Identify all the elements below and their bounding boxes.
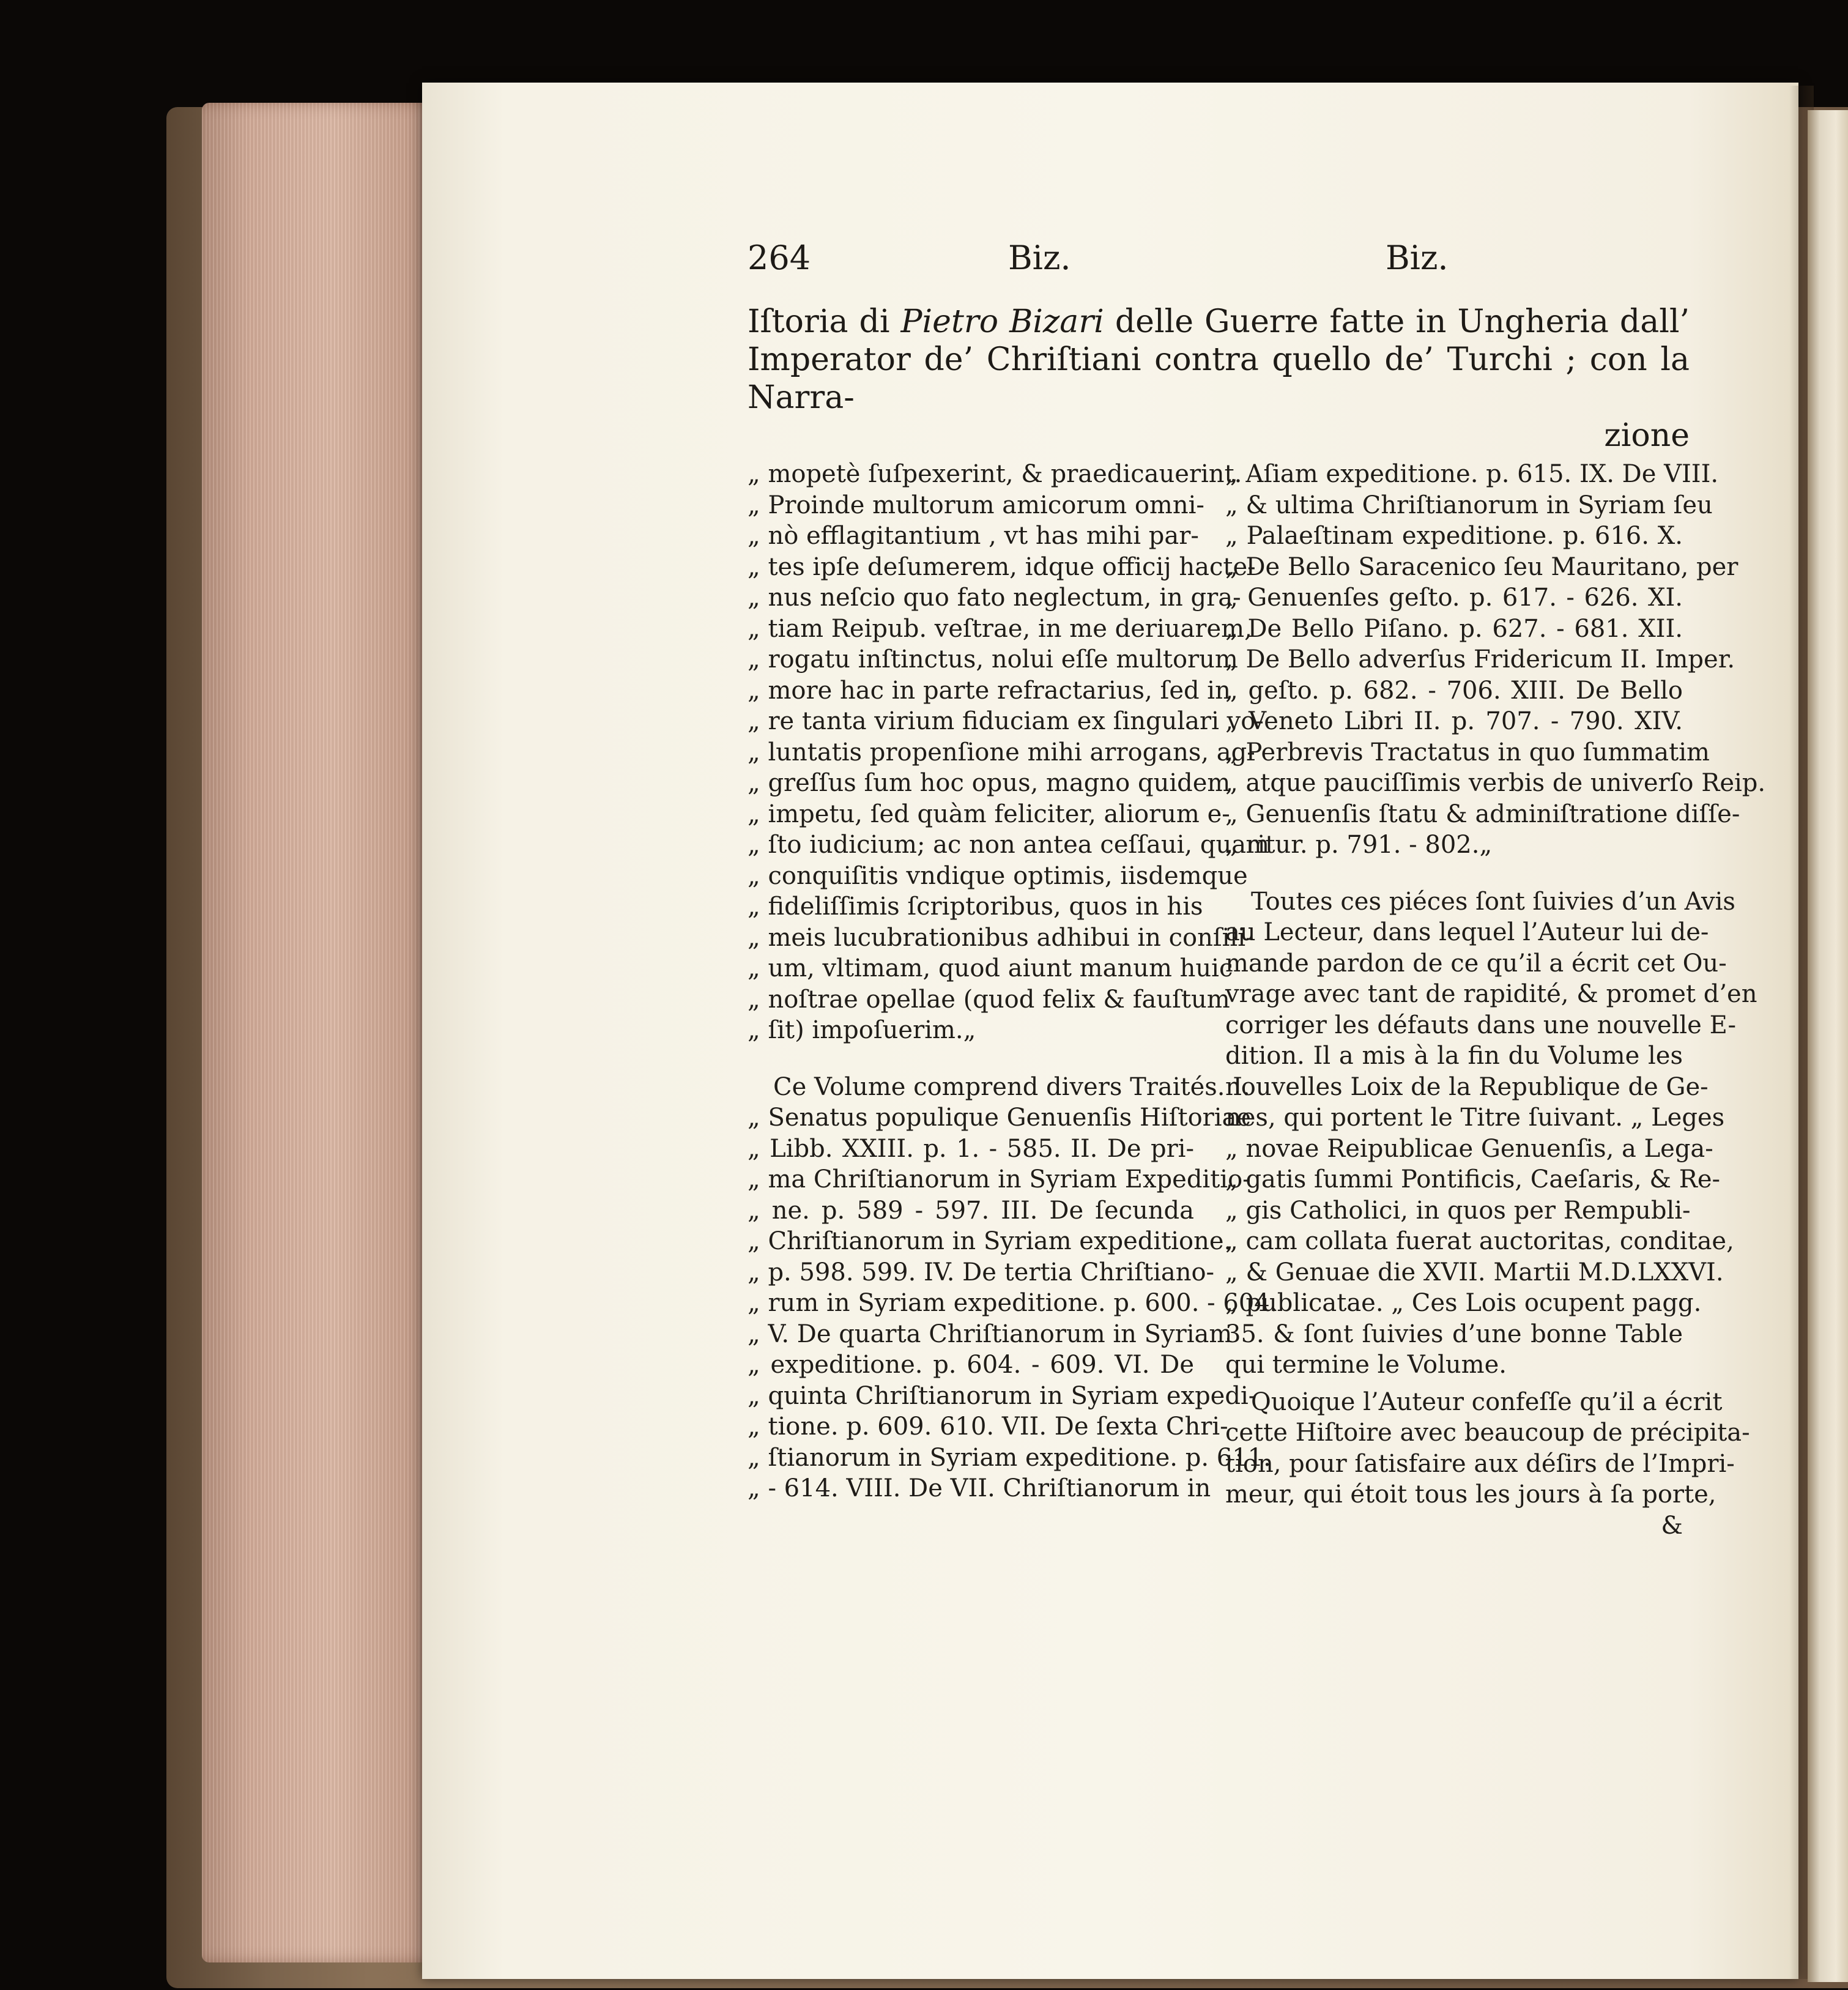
text-line: „ noſtrae opellae (quod felix & fauſtum (748, 985, 1230, 1014)
text-line: dition. Il a mis à la fin du Volume les (1225, 1042, 1683, 1070)
text-line: „ Veneto Libri II. p. 707. - 790. XIV. (1225, 707, 1683, 735)
text-line: „ ma Chriſtianorum in Syriam Expeditio- (748, 1165, 1251, 1194)
text-line: „ cam collata fuerat auctoritas, conditae, (1225, 1227, 1734, 1255)
text-line: nouvelles Loix de la Republique de Ge- (1225, 1072, 1709, 1101)
title-line: zione (1604, 417, 1690, 454)
text-line: „ ſtianorum in Syriam expeditione. p. 611. (748, 1443, 1271, 1472)
text-line: „ ritur. p. 791. - 802.„ (1225, 831, 1493, 859)
text-line: „ Perbrevis Tractatus in quo ſummatim (1225, 738, 1710, 767)
paragraph-gap (748, 1046, 1194, 1072)
text-line: „ - 614. VIII. De VII. Chriſtianorum in (748, 1474, 1211, 1502)
text-line: „ Libb. XXIII. p. 1. - 585. II. De pri- (748, 1134, 1194, 1163)
left-block-contents (748, 1072, 1278, 1504)
text-line: Toutes ces piéces ſont ſuivies d’un Avis (1251, 887, 1735, 916)
text-line: „ ne. p. 589 - 597. III. De ſecunda (748, 1196, 1194, 1225)
right-column (1225, 459, 1766, 1541)
text-line: „ Senatus populique Genuenſis Hiſtoriae (748, 1104, 1252, 1132)
left-block-quote (748, 459, 1270, 1046)
text-line: „ quinta Chriſtianorum in Syriam expedi- (748, 1381, 1257, 1410)
text-line: „ meis lucubrationibus adhibui in conſili- (748, 923, 1254, 952)
text-line: „ tiam Reipub. veſtrae, in me deriuarem, (748, 614, 1252, 643)
text-line: „ ſto iudicium; ac non antea ceſſaui, quam (748, 831, 1270, 859)
text-line: „ luntatis propenſione mihi arrogans, ag- (748, 738, 1255, 767)
text-line: „ tione. p. 609. 610. VII. De ſexta Chri- (748, 1413, 1228, 1441)
left-column (748, 459, 1278, 1504)
page-edges (202, 103, 440, 1962)
text-line: „ p. 598. 599. IV. De tertia Chriſtiano- (748, 1258, 1215, 1286)
text-line: „ um, vltimam, quod aiunt manum huic (748, 954, 1233, 982)
title-text: Iſtoria di (748, 303, 901, 340)
text-line: „ fideliſſimis ſcriptoribus, quos in his (748, 893, 1203, 921)
text-line: au Lecteur, dans lequel l’Auteur lui de- (1225, 918, 1709, 946)
text-line: mande pardon de ce qu’il a écrit cet Ou- (1225, 949, 1727, 978)
text-line: „ V. De quarta Chriſtianorum in Syriam (748, 1320, 1233, 1348)
running-header-right: Biz. (1386, 239, 1449, 277)
text-line: „ nus neſcio quo fato neglectum, in gra- (748, 584, 1241, 612)
text-line: „ & ultima Chriſtianorum in Syriam ſeu (1225, 491, 1713, 519)
title-text: delle Guerre fatte in Ungheria dall’ (1104, 303, 1690, 340)
paragraph-gap (1225, 1381, 1683, 1387)
title-line: Imperator de’ Chriſtiani contra quello de’ Turchi ; con la Narra- (748, 341, 1690, 416)
text-line: tion, pour ſatisfaire aux déſirs de l’Impri- (1225, 1449, 1735, 1478)
text-line: „ Proinde multorum amicorum omni- (748, 491, 1204, 519)
text-line: „ novae Reipublicae Genuenſis, a Lega- (1225, 1134, 1713, 1163)
text-line: vrage avec tant de rapidité, & promet d’en (1225, 980, 1757, 1008)
title-author-italic: Pietro Bizari (900, 303, 1104, 340)
text-line: „ rum in Syriam expeditione. p. 600. - 604. (748, 1289, 1278, 1317)
text-line: „ Palaeſtinam expeditione. p. 616. X. (1225, 522, 1683, 550)
running-header-left: Biz. (1008, 239, 1071, 277)
right-block-closing (1225, 1387, 1750, 1510)
text-line: meur, qui étoit tous les jours à ſa porte, (1225, 1480, 1716, 1509)
text-line: nes, qui portent le Titre ſuivant. „ Leges (1225, 1104, 1725, 1132)
text-line: „ greſſus ſum hoc opus, magno quidem (748, 769, 1231, 797)
text-line: „ Genuenſis ſtatu & adminiſtratione diſſe- (1225, 800, 1740, 828)
text-line: „ Genuenſes geſto. p. 617. - 626. XI. (1225, 584, 1683, 612)
text-line: „ tes ipſe deſumerem, idque officij hacte- (748, 552, 1256, 581)
text-line: „ re tanta virium fiduciam ex ſingulari vo- (748, 707, 1264, 735)
page-number: 264 (748, 239, 811, 277)
text-line: „ De Bello adverſus Fridericum II. Imper. (1225, 645, 1735, 674)
text-line: 35. & ſont ſuivies d’une bonne Table (1225, 1320, 1683, 1348)
running-head (0, 239, 1848, 294)
text-line: „ rogatu inſtinctus, nolui eſſe multorum (748, 645, 1238, 674)
text-line: „ gatis ſummi Pontificis, Caeſaris, & Re- (1225, 1165, 1721, 1194)
entry-title (748, 303, 1690, 455)
text-line: „ impetu, ſed quàm feliciter, aliorum e- (748, 800, 1230, 828)
text-line: „ Aſiam expeditione. p. 615. IX. De VIII. (1225, 460, 1719, 488)
text-line: cette Hiſtoire avec beaucoup de précipita- (1225, 1419, 1750, 1447)
text-line: „ & Genuae die XVII. Martii M.D.LXXVI. (1225, 1258, 1724, 1286)
text-line: „ ſit) impoſuerim.„ (748, 1016, 976, 1044)
text-line: „ gis Catholici, in quos per Rempubli- (1225, 1196, 1691, 1225)
text-line: „ De Bello Saracenico ſeu Mauritano, per (1225, 552, 1739, 581)
text-line: Quoique l’Auteur confeſſe qu’il a écrit (1251, 1387, 1723, 1416)
title-line (748, 303, 1690, 341)
text-line: „ atque pauciſſimis verbis de univerſo Reip. (1225, 769, 1766, 797)
catchword: & (1661, 1511, 1683, 1540)
facing-page-edge (1808, 110, 1848, 1982)
text-line: „ publicatae. „ Ces Lois ocupent pagg. (1225, 1289, 1702, 1317)
right-block-contents (1225, 459, 1766, 861)
text-line: „ expeditione. p. 604. - 609. VI. De (748, 1351, 1194, 1379)
text-line: Ce Volume comprend divers Traités. I. (773, 1072, 1250, 1101)
right-block-description (1225, 886, 1757, 1381)
text-line: qui termine le Volume. (1225, 1351, 1507, 1379)
text-line: „ geſto. p. 682. - 706. XIII. De Bello (1225, 676, 1683, 705)
text-line: „ Chriſtianorum in Syriam expeditione. (748, 1227, 1232, 1255)
text-line: „ more hac in parte refractarius, ſed in (748, 676, 1231, 705)
paragraph-gap (1225, 861, 1683, 886)
text-line: „ conquiſitis vndique optimis, iisdemque (748, 861, 1248, 890)
text-line: „ nò efflagitantium , vt has mihi par- (748, 522, 1199, 550)
text-line: „ mopetè ſuſpexerint, & praedicauerint. (748, 460, 1242, 488)
text-line: „ De Bello Piſano. p. 627. - 681. XII. (1225, 614, 1683, 643)
text-line: corriger les défauts dans une nouvelle E- (1225, 1011, 1737, 1039)
